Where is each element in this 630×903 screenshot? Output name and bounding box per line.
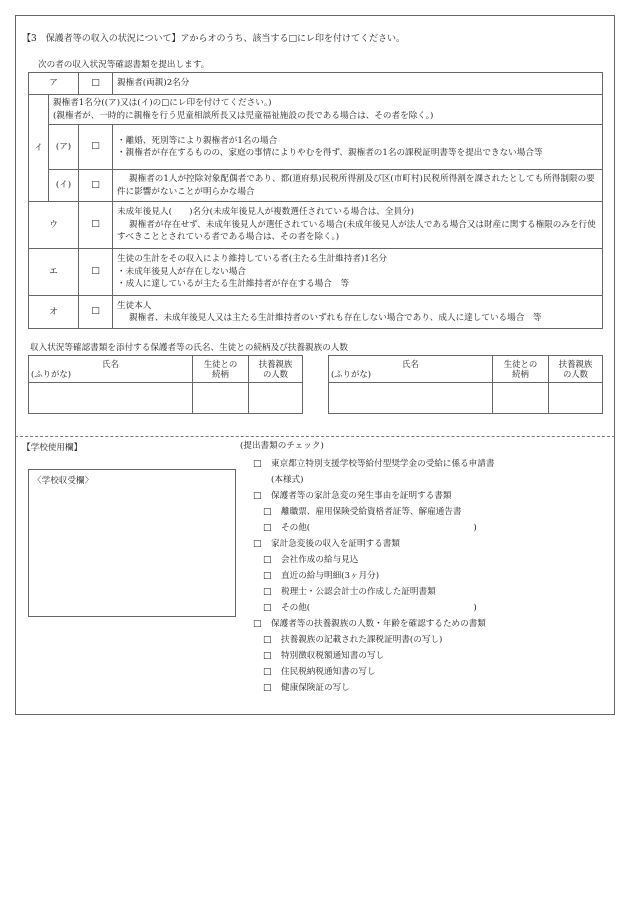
check-box[interactable]: □ xyxy=(253,539,262,549)
guardian-name-input[interactable] xyxy=(29,383,193,414)
check-label: 健康保険証の写し xyxy=(281,683,350,693)
dependents-header-2: の人数 xyxy=(562,369,589,379)
guardian-relation-input[interactable] xyxy=(193,383,249,414)
row-u xyxy=(29,202,603,249)
check-item-separation xyxy=(0,506,630,519)
row-e-bullet2: ・成人に達しているが主たる生計維持者が存在する場合 等 xyxy=(117,279,350,290)
row-i-sub-i xyxy=(29,170,603,202)
row-i-header xyxy=(29,95,603,125)
row-a-text: 親権者(両親)2名分 xyxy=(113,73,603,95)
check-label: 直近の給与明細(3ヶ月分) xyxy=(281,571,380,581)
check-label: 扶養親族の記載された課税証明書(の写し) xyxy=(281,635,443,645)
check-box[interactable]: □ xyxy=(263,587,272,597)
check-label: 家計急変後の収入を証明する書類 xyxy=(271,539,400,549)
check-label: 住民税納税通知書の写し xyxy=(281,667,376,677)
check-label: 保護者等の家計急変の発生事由を証明する書類 xyxy=(271,491,452,501)
cut-line xyxy=(15,436,615,437)
check-box[interactable]: □ xyxy=(263,571,272,581)
guardian-relation-input[interactable] xyxy=(493,383,549,414)
check-box[interactable]: □ xyxy=(263,523,272,533)
row-i-sub-i-checkbox[interactable]: □ xyxy=(79,170,113,202)
guardian-table-right xyxy=(328,355,603,414)
row-i-head1: 親権者1名分((ア)又は(イ)の□にレ印を付けてください。) xyxy=(53,98,272,109)
row-u-line2: 親権者が存在せず、未成年後見人が選任されている場合(未成年後見人が法人である場合又は財産に関する権限のみを行使すべきこととされている者である場合は、その者を除く。) xyxy=(117,219,596,243)
check-heading: (提出書類のチェック) xyxy=(240,441,324,451)
row-u-line1: 未成年後見人( )名分(未成年後見人が複数選任されている場合は、全員分) xyxy=(117,207,415,218)
check-label: その他( ) xyxy=(281,603,477,613)
guardian-name-header: 氏名 xyxy=(102,358,119,369)
check-item-income-docs xyxy=(0,538,630,551)
check-item-other-2 xyxy=(0,602,630,615)
check-item-cause-docs xyxy=(0,490,630,503)
dependents-header-1: 扶養親族 xyxy=(558,358,593,369)
check-item-special-collection xyxy=(0,650,630,663)
row-a-checkbox[interactable]: □ xyxy=(79,73,113,95)
row-e-line1: 生徒の生計をその収入により維持している者(主たる生計維持者)1名分 xyxy=(117,254,388,265)
guardian-name-input[interactable] xyxy=(329,383,493,414)
check-box[interactable]: □ xyxy=(253,459,262,469)
check-label: 税理士・公認会計士の作成した証明書類 xyxy=(281,587,436,597)
check-item-resident-tax xyxy=(0,666,630,679)
income-status-table xyxy=(28,72,603,329)
check-item-payslips xyxy=(0,570,630,583)
check-label: (本様式) xyxy=(271,475,304,485)
check-item-application-note xyxy=(0,474,630,486)
check-label: 離職票、雇用保険受給資格者証等、解雇通告書 xyxy=(281,507,462,517)
row-i-sub-a-bullet2: ・親権者が存在するものの、家庭の事情によりやむを得ず、親権者の1名の課税証明書等を提出できない場合等 xyxy=(117,148,543,158)
school-use-heading: 【学校使用欄】 xyxy=(22,443,83,453)
row-i-sub-a-bullet1: ・離婚、死別等により親権者が1名の場合 xyxy=(117,135,278,146)
row-i-sub-i-label: (イ) xyxy=(49,170,79,202)
check-item-application xyxy=(0,458,630,471)
relation-header-2: 続柄 xyxy=(512,369,529,379)
check-label: 東京都立特別支援学校等給付型奨学金の受給に係る申請書 xyxy=(271,459,495,469)
row-e-checkbox[interactable]: □ xyxy=(79,249,113,296)
section-title: 【3 保護者等の収入の状況について】アからオのうち、該当する□にレ印を付けてください。 xyxy=(22,34,406,44)
row-e-label: エ xyxy=(29,249,79,296)
check-box[interactable]: □ xyxy=(263,667,272,677)
row-o xyxy=(29,296,603,329)
row-i-sub-a-checkbox[interactable]: □ xyxy=(79,125,113,170)
row-e xyxy=(29,249,603,296)
row-a xyxy=(29,73,603,95)
check-label: 保護者等の扶養親族の人数・年齢を確認するための書類 xyxy=(271,619,486,629)
check-item-accountant-cert xyxy=(0,586,630,599)
check-item-dependents-docs xyxy=(0,618,630,631)
check-box[interactable]: □ xyxy=(263,603,272,613)
check-box[interactable]: □ xyxy=(253,491,262,501)
row-u-label: ウ xyxy=(29,202,79,249)
guardian-name-header: 氏名 xyxy=(402,358,419,369)
row-o-checkbox[interactable]: □ xyxy=(79,296,113,329)
row-a-label: ア xyxy=(29,73,79,95)
row-i-sub-i-text: 親権者の1人が控除対象配偶者であり、都(道府県)民税所得割及び区(市町村)民税所得割を課されたとしても所得制限の要件に影響がないことが明らかな場合 xyxy=(117,174,595,197)
check-label: 会社作成の給与見込 xyxy=(281,555,359,565)
check-box[interactable]: □ xyxy=(263,683,272,693)
check-box[interactable]: □ xyxy=(263,507,272,517)
row-i-label: イ xyxy=(29,95,49,202)
row-i-sub-a-label: (ア) xyxy=(49,125,79,170)
check-label: その他( ) xyxy=(281,523,477,533)
check-item-tax-cert xyxy=(0,634,630,647)
row-i-head2: (親権者が、一時的に親権を行う児童相談所長又は児童福祉施設の長である場合は、その者を除く。) xyxy=(53,110,434,121)
row-o-line2: 親権者、未成年後見人又は主たる生計維持者のいずれも存在しない場合であり、成人に達している場合 等 xyxy=(129,313,542,323)
check-box[interactable]: □ xyxy=(253,619,262,629)
guardian-furigana-header: (ふりがな) xyxy=(331,369,372,379)
check-item-insurance-card xyxy=(0,682,630,695)
relation-header-2: 続柄 xyxy=(212,369,229,379)
guardian-furigana-header: (ふりがな) xyxy=(31,369,72,379)
intro-text: 次の者の収入状況等確認書類を提出します。 xyxy=(38,60,210,70)
row-o-label: オ xyxy=(29,296,79,329)
dependents-header-1: 扶養親族 xyxy=(258,358,293,369)
row-o-line1: 生徒本人 xyxy=(117,300,152,311)
check-label: 特別徴収税額通知書の写し xyxy=(281,651,385,661)
check-box[interactable]: □ xyxy=(263,635,272,645)
dependents-header-2: の人数 xyxy=(262,369,289,379)
guardian-table-left xyxy=(28,355,303,414)
check-box[interactable]: □ xyxy=(263,651,272,661)
row-u-checkbox[interactable]: □ xyxy=(79,202,113,249)
relation-header-1: 生徒との xyxy=(203,358,238,369)
row-e-bullet1: ・未成年後見人が存在しない場合 xyxy=(117,266,246,277)
row-i-sub-a xyxy=(29,125,603,170)
guardian-dependents-input[interactable] xyxy=(249,383,303,414)
check-item-salary-estimate xyxy=(0,554,630,567)
check-box[interactable]: □ xyxy=(263,555,272,565)
check-item-other-1 xyxy=(0,522,630,535)
school-receipt-label: 〈学校収受欄〉 xyxy=(33,476,94,486)
guardian-caption: 収入状況等確認書類を添付する保護者等の氏名、生徒との続柄及び扶養親族の人数 xyxy=(30,343,348,353)
relation-header-1: 生徒との xyxy=(503,358,538,369)
guardian-dependents-input[interactable] xyxy=(549,383,603,414)
